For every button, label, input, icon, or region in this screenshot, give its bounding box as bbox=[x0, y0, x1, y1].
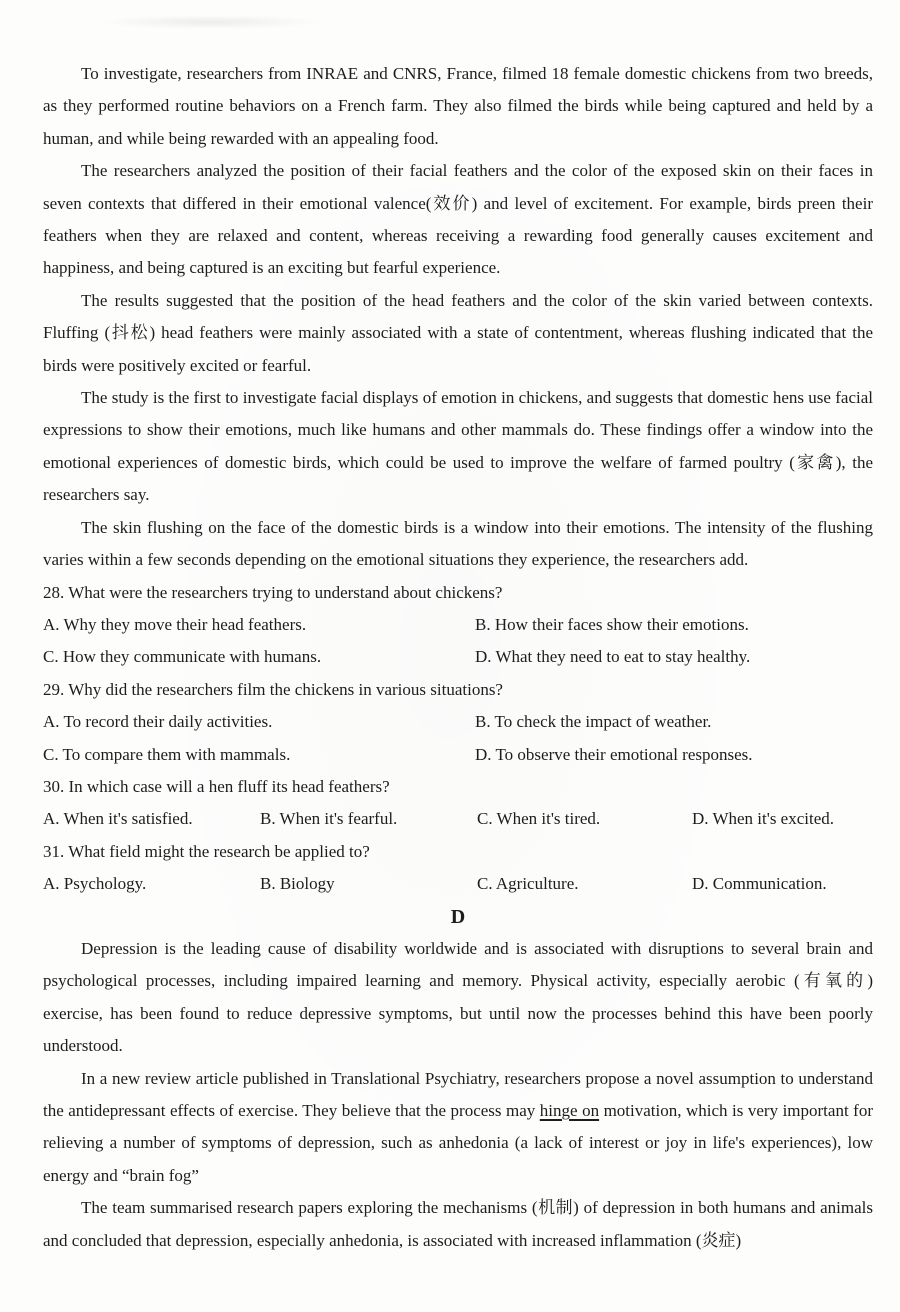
question-28-stem: 28. What were the researchers trying to understand about chickens? bbox=[43, 582, 503, 602]
passage-paragraph: The skin flushing on the face of the domestic birds is a window into their emotions. The intensity of the flushing varies within a few seconds depending on the emotional situations they experience, the researchers add. bbox=[43, 517, 873, 570]
question-29-stem: 29. Why did the researchers film the chickens in various situations? bbox=[43, 679, 503, 699]
question-31-option-a: A. Psychology. bbox=[43, 874, 147, 894]
question-29-option-b: B. To check the impact of weather. bbox=[475, 712, 712, 732]
passage-paragraph: Depression is the leading cause of disability worldwide and is associated with disruptions to several brain and psychological processes, including impaired learning and memory. Physical activity, especially aerobic (有氧的) exercise, has been found to reduce depressive symptoms, but until now the processes behind this have been poorly understood. bbox=[43, 938, 873, 1056]
passage-text-before-underline: In a new review article published in Translational Psychiatry, researchers propose a novel assumption to understand the antidepressant effects of exercise. They believe that the process may bbox=[43, 1068, 873, 1120]
passage-paragraph: The results suggested that the position of the head feathers and the color of the skin varied between contexts. Fluffing (抖松) head feathers were mainly associated with a state of contentment, whereas flushing indicated that the birds were positively excited or fearful. bbox=[43, 290, 873, 375]
question-30-stem: 30. In which case will a hen fluff its head feathers? bbox=[43, 776, 390, 796]
question-28-options-row-1 bbox=[43, 609, 873, 641]
question-31-option-d: D. Communication. bbox=[692, 874, 827, 894]
question-28-options-row-2 bbox=[43, 641, 873, 673]
question-31-stem: 31. What field might the research be applied to? bbox=[43, 841, 370, 861]
underlined-phrase-hinge-on: hinge on bbox=[539, 1101, 600, 1120]
passage-paragraph: To investigate, researchers from INRAE and CNRS, France, filmed 18 female domestic chickens from two breeds, as they performed routine behaviors on a French farm. They also filmed the birds while being captured and held by a human, and while being rewarded with an appealing food. bbox=[43, 64, 873, 148]
question-31-option-c: C. Agriculture. bbox=[477, 874, 579, 894]
question-30-option-b: B. When it's fearful. bbox=[260, 809, 398, 829]
question-28-option-b: B. How their faces show their emotions. bbox=[475, 614, 749, 634]
passage-text-after-underline: motivation, which is very important for relieving a number of symptoms of depression, such as anhedonia (a lack of interest or joy in life's experiences), low energy and “brain fog” bbox=[43, 1101, 873, 1185]
question-30-option-d: D. When it's excited. bbox=[692, 809, 835, 829]
question-29-option-a: A. To record their daily activities. bbox=[43, 712, 273, 732]
passage-paragraph: The study is the first to investigate facial displays of emotion in chickens, and suggests that domestic hens use facial expressions to show their emotions, much like humans and other mammals do. These findings offer a window into the emotional experiences of domestic birds, which could be used to improve the welfare of farmed poultry (家禽), the researchers say. bbox=[43, 388, 873, 505]
question-29-option-d: D. To observe their emotional responses. bbox=[475, 744, 753, 764]
question-30-options-row bbox=[43, 803, 873, 835]
section-d-heading: D bbox=[450, 905, 466, 928]
question-28-option-a: A. Why they move their head feathers. bbox=[43, 614, 307, 634]
question-29-options-row-1 bbox=[43, 706, 873, 738]
passage-paragraph: The team summarised research papers exploring the mechanisms (机制) of depression in both humans and animals and concluded that depression, especially anhedonia, is associated with increased inflammation (炎症) bbox=[43, 1198, 873, 1250]
question-31-option-b: B. Biology bbox=[260, 874, 335, 894]
question-31-options-row bbox=[43, 868, 873, 900]
question-28-option-d: D. What they need to eat to stay healthy. bbox=[475, 647, 751, 667]
question-30-option-c: C. When it's tired. bbox=[477, 809, 601, 829]
page-content bbox=[43, 58, 873, 1257]
question-30-option-a: A. When it's satisfied. bbox=[43, 809, 193, 829]
question-29-option-c: C. To compare them with mammals. bbox=[43, 744, 291, 764]
question-28-option-c: C. How they communicate with humans. bbox=[43, 647, 322, 667]
passage-paragraph bbox=[43, 1063, 873, 1193]
question-29-options-row-2 bbox=[43, 739, 873, 771]
passage-paragraph: The researchers analyzed the position of their facial feathers and the color of the exposed skin on their faces in seven contexts that differed in their emotional valence(效价) and level of excitement. For example, birds preen their feathers when they are relaxed and content, whereas receiving a rewarding food generally causes excitement and happiness, and being captured is an exciting but fearful experience. bbox=[43, 161, 873, 278]
